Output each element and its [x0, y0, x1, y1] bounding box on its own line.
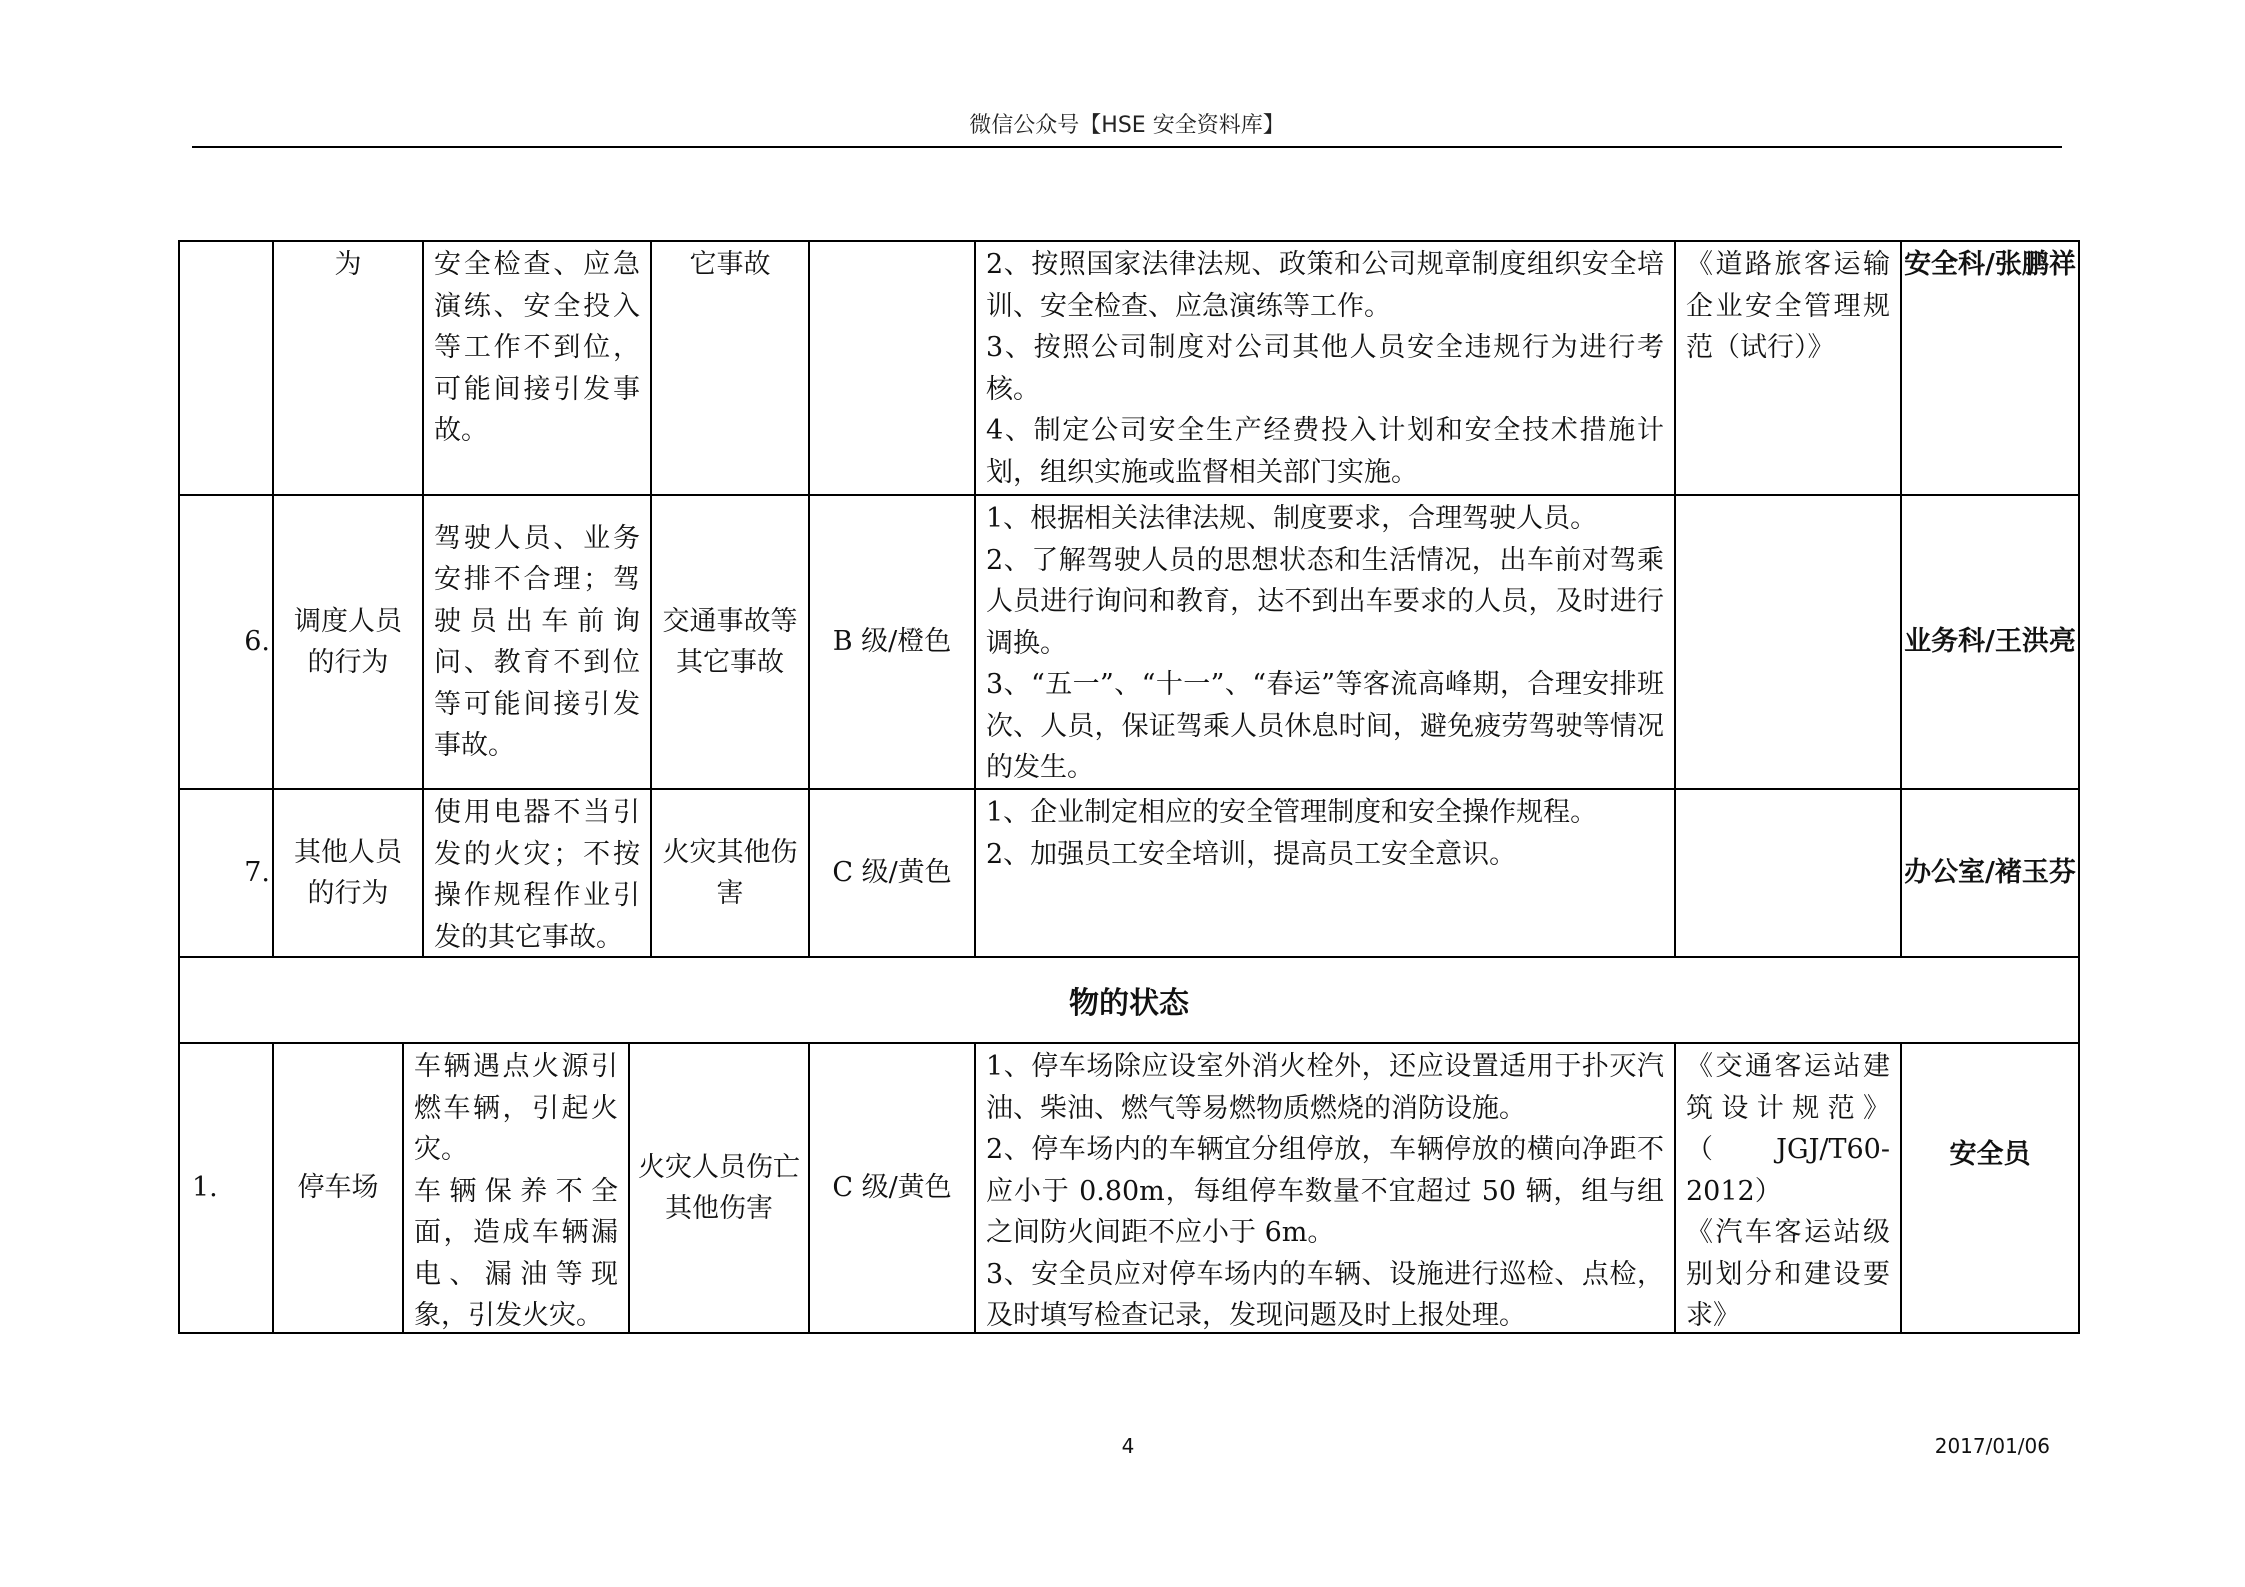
footer-date: 2017/01/06	[1934, 1434, 2050, 1458]
basis-line: 《汽车客运站级别划分和建设要求》	[1686, 1217, 1890, 1331]
measure-line: 1、企业制定相应的安全管理制度和安全操作规程。	[986, 797, 1598, 828]
basis-cell	[1676, 1044, 1902, 1334]
page-header: 微信公众号【HSE 安全资料库】	[969, 113, 1285, 138]
risk-level-cell: C 级/黄色	[810, 1044, 976, 1334]
measure-line: 3、按照公司制度对公司其他人员安全违规行为进行考核。	[986, 332, 1664, 405]
control-measures-cell	[976, 496, 1676, 790]
measure-line: 4、制定公司安全生产经费投入计划和安全技术措施计划，组织实施或监督相关部门实施。	[986, 415, 1664, 488]
control-measures-cell	[976, 242, 1676, 496]
header-rule	[192, 146, 2062, 148]
basis-cell: 《道路旅客运输企业安全管理规范（试行）》	[1676, 242, 1902, 496]
risk-level-cell: C 级/黄色	[810, 790, 976, 958]
measure-line: 2、停车场内的车辆宜分组停放，车辆停放的横向净距不应小于 0.80m，每组停车数量不宜超过 50 辆，组与组之间防火间距不应小于 6m。	[986, 1134, 1664, 1248]
control-measures-cell	[976, 790, 1676, 958]
row-number: 7.	[180, 790, 274, 958]
basis-cell	[1676, 496, 1902, 790]
item-cell: 为	[274, 242, 424, 496]
control-measures-cell	[976, 1044, 1676, 1334]
basis-cell	[1676, 790, 1902, 958]
table-row	[180, 1044, 2080, 1334]
accident-type-cell: 火灾人员伤亡其他伤害	[630, 1044, 810, 1334]
risk-level-cell	[810, 242, 976, 496]
measure-line: 3、“五一”、“十一”、“春运”等客流高峰期，合理安排班次、人员，保证驾乘人员休息时间，避免疲劳驾驶等情况的发生。	[986, 669, 1664, 783]
measure-line: 2、了解驾驶人员的思想状态和生活情况，出车前对驾乘人员进行询问和教育，达不到出车要求的人员，及时进行调换。	[986, 544, 1664, 659]
hazard-line: 车辆遇点火源引燃车辆，引起火灾。	[414, 1051, 618, 1165]
accident-type-cell: 它事故	[652, 242, 810, 496]
measure-line: 2、加强员工安全培训，提高员工安全意识。	[986, 838, 1517, 870]
risk-level-cell: B 级/橙色	[810, 496, 976, 790]
hazard-cell: 驾驶人员、业务安排不合理；驾驶员出车前询问、教育不到位等可能间接引发事故。	[424, 496, 652, 790]
page-number: 4	[1121, 1434, 1135, 1458]
hazard-cell: 使用电器不当引发的火灾；不按操作规程作业引发的其它事故。	[424, 790, 652, 958]
hazard-cell	[404, 1044, 630, 1334]
measure-line: 1、根据相关法律法规、制度要求，合理驾驶人员。	[986, 503, 1598, 534]
responsible-cell: 安全员	[1902, 1044, 2080, 1334]
row-number	[180, 242, 274, 496]
section-title: 物的状态	[1069, 986, 1189, 1021]
responsible-cell: 办公室/褚玉芬	[1902, 790, 2080, 958]
accident-type-cell: 交通事故等其它事故	[652, 496, 810, 790]
measure-line: 3、安全员应对停车场内的车辆、设施进行巡检、点检，及时填写检查记录，发现问题及时上报处理。	[986, 1258, 1664, 1331]
table-row	[180, 496, 2080, 790]
item-cell: 调度人员的行为	[274, 496, 424, 790]
section-header-row	[180, 958, 2080, 1044]
measure-line: 2、按照国家法律法规、政策和公司规章制度组织安全培训、安全检查、应急演练等工作。	[986, 249, 1664, 322]
table-row	[180, 790, 2080, 958]
row-number: 1.	[180, 1044, 274, 1334]
hazard-table	[178, 240, 2080, 1334]
accident-type-cell: 火灾其他伤害	[652, 790, 810, 958]
table-row	[180, 242, 2080, 496]
responsible-cell: 安全科/张鹏祥	[1902, 242, 2080, 496]
row-number: 6.	[180, 496, 274, 790]
hazard-cell: 安全检查、应急演练、安全投入等工作不到位，可能间接引发事故。	[424, 242, 652, 496]
item-cell: 停车场	[274, 1044, 404, 1334]
responsible-cell: 业务科/王洪亮	[1902, 496, 2080, 790]
item-cell: 其他人员的行为	[274, 790, 424, 958]
measure-line: 1、停车场除应设室外消火栓外，还应设置适用于扑灭汽油、柴油、燃气等易燃物质燃烧的消防设施。	[986, 1051, 1664, 1124]
hazard-line: 车辆保养不全面，造成车辆漏电、漏油等现象，引发火灾。	[414, 1175, 618, 1331]
basis-line: 《交通客运站建筑设计规范》（JGJ/T60-2012）	[1686, 1051, 1890, 1207]
